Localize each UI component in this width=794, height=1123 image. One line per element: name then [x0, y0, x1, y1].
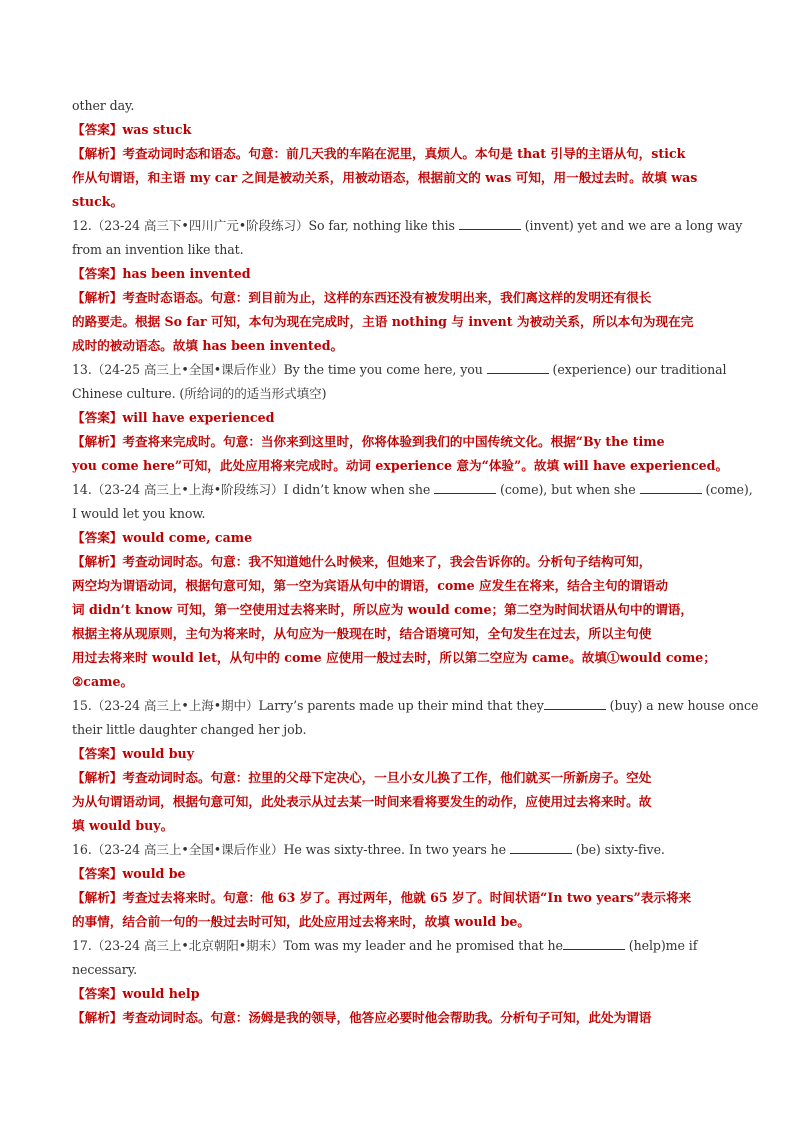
explanation-line — [72, 310, 724, 334]
text-segment: 12.（23-24 高三下•四川广元•阶段练习）So far, nothing like this — [72, 218, 459, 233]
answer-line — [72, 526, 724, 550]
text-segment: you come here”可知，此处应用将来完成时。动词 experience 意为“体验”。故填 will have experienced。 — [72, 458, 729, 473]
answer-blank — [487, 361, 549, 374]
question-text-line — [72, 934, 724, 958]
question-text-line — [72, 838, 724, 862]
answer-line — [72, 406, 724, 430]
text-segment: necessary. — [72, 962, 137, 977]
explanation-line — [72, 550, 724, 574]
explanation-line — [72, 886, 724, 910]
question-text-line — [72, 502, 724, 526]
explanation-line — [72, 430, 724, 454]
text-segment: 两空均为谓语动词，根据句意可知，第一空为宾语从句中的谓语，come 应发生在将来，结合主句的谓语动 — [72, 578, 668, 593]
answer-blank — [640, 481, 702, 494]
question-text-line — [72, 694, 759, 718]
explanation-line — [72, 454, 729, 478]
text-segment: 【解析】考查时态语态。句意：到目前为止，这样的东西还没有被发明出来，我们离这样的发明还有很长 — [72, 290, 652, 305]
answer-line — [72, 862, 724, 886]
text-segment: 作从句谓语，和主语 my car 之间是被动关系，用被动语态，根据前文的 was 可知，用一般过去时。故填 was — [72, 170, 698, 185]
answer-line — [72, 262, 724, 286]
answer-blank — [510, 841, 572, 854]
text-segment: 根据主将从现原则，主句为将来时，从句应为一般现在时，结合语境可知，全句发生在过去，所以主句使 — [72, 626, 652, 641]
text-segment: 【解析】考查动词时态。句意：拉里的父母下定决心，一旦小女儿换了工作，他们就买一所新房子。空处 — [72, 770, 652, 785]
text-segment: 14.（23-24 高三上•上海•阶段练习）I didn’t know when she — [72, 482, 435, 497]
text-segment: (help)me if — [624, 938, 698, 953]
text-segment: other day. — [72, 98, 135, 113]
explanation-line — [72, 142, 724, 166]
text-segment: (buy) a new house once — [605, 698, 759, 713]
answer-blank — [563, 937, 625, 950]
explanation-line — [72, 190, 724, 214]
text-segment: 【答案】would help — [72, 986, 200, 1001]
text-segment: 【解析】考查动词时态。句意：我不知道她什么时候来，但她来了，我会告诉你的。分析句子结构可知， — [72, 554, 652, 569]
text-segment: 【解析】考查将来完成时。句意：当你来到这里时，你将体验到我们的中国传统文化。根据“By the time — [72, 434, 665, 449]
text-segment: 16.（23-24 高三上•全国•课后作业）He was sixty-three. In two years he — [72, 842, 510, 857]
text-segment: ②came。 — [72, 674, 134, 689]
question-text-line — [72, 358, 727, 382]
text-segment: from an invention like that. — [72, 242, 244, 257]
explanation-line — [72, 646, 724, 670]
text-segment: (be) sixty-five. — [571, 842, 665, 857]
answer-line — [72, 742, 724, 766]
text-segment: 用过去将来时 would let，从句中的 come 应使用一般过去时，所以第二空应为 came。故填①would come； — [72, 650, 716, 665]
explanation-line — [72, 598, 724, 622]
text-segment: Chinese culture. (所给词的的适当形式填空) — [72, 386, 327, 401]
explanation-line — [72, 622, 724, 646]
question-text-line — [72, 214, 743, 238]
explanation-line — [72, 814, 724, 838]
explanation-line — [72, 790, 724, 814]
document-page — [72, 94, 759, 1030]
text-segment: 【答案】would buy — [72, 746, 195, 761]
text-segment: 【解析】考查动词时态。句意：汤姆是我的领导，他答应必要时他会帮助我。分析句子可知，此处为谓语 — [72, 1010, 652, 1025]
question-text-line — [72, 718, 724, 742]
text-segment: 【答案】was stuck — [72, 122, 192, 137]
explanation-line — [72, 910, 724, 934]
text-segment: (invent) yet and we are a long way — [520, 218, 743, 233]
text-segment: 【答案】will have experienced — [72, 410, 275, 425]
text-segment: 【解析】考查动词时态和语态。句意：前几天我的车陷在泥里，真烦人。本句是 that 引导的主语从句，stick — [72, 146, 686, 161]
explanation-line — [72, 670, 724, 694]
question-text-line — [72, 94, 724, 118]
text-segment: (come), — [701, 482, 753, 497]
answer-blank — [434, 481, 496, 494]
question-text-line — [72, 958, 724, 982]
text-segment: 【答案】would come, came — [72, 530, 253, 545]
text-segment: stuck。 — [72, 194, 124, 209]
explanation-line — [72, 334, 724, 358]
text-segment: 成时的被动语态。故填 has been invented。 — [72, 338, 344, 353]
text-segment: 的事情，结合前一句的一般过去时可知，此处应用过去将来时，故填 would be。 — [72, 914, 530, 929]
answer-blank — [544, 697, 606, 710]
text-segment: 【解析】考查过去将来时。句意：他 63 岁了。再过两年，他就 65 岁了。时间状语“In two years”表示将来 — [72, 890, 692, 905]
explanation-line — [72, 1006, 724, 1030]
text-segment: 【答案】has been invented — [72, 266, 251, 281]
text-segment: 15.（23-24 高三上•上海•期中）Larry’s parents made up their mind that they — [72, 698, 544, 713]
answer-line — [72, 982, 724, 1006]
answer-blank — [459, 217, 521, 230]
explanation-line — [72, 766, 724, 790]
question-text-line — [72, 382, 724, 406]
explanation-line — [72, 574, 724, 598]
text-segment: their little daughter changed her job. — [72, 722, 307, 737]
text-segment: 词 didn’t know 可知，第一空使用过去将来时，所以应为 would come；第二空为时间状语从句中的谓语， — [72, 602, 693, 617]
text-segment: 为从句谓语动词，根据句意可知，此处表示从过去某一时间来看将要发生的动作，应使用过去将来时。故 — [72, 794, 652, 809]
text-segment: (experience) our traditional — [548, 362, 727, 377]
explanation-line — [72, 166, 724, 190]
answer-line — [72, 118, 724, 142]
text-segment: 填 would buy。 — [72, 818, 174, 833]
text-segment: I would let you know. — [72, 506, 206, 521]
question-text-line — [72, 478, 753, 502]
text-segment: 【答案】would be — [72, 866, 186, 881]
text-segment: 的路要走。根据 So far 可知，本句为现在完成时，主语 nothing 与 invent 为被动关系，所以本句为现在完 — [72, 314, 694, 329]
question-text-line — [72, 238, 724, 262]
text-segment: 17.（23-24 高三上•北京朝阳•期末）Tom was my leader and he promised that he — [72, 938, 563, 953]
text-segment: 13.（24-25 高三上•全国•课后作业）By the time you come here, you — [72, 362, 487, 377]
explanation-line — [72, 286, 724, 310]
text-segment: (come), but when she — [496, 482, 640, 497]
